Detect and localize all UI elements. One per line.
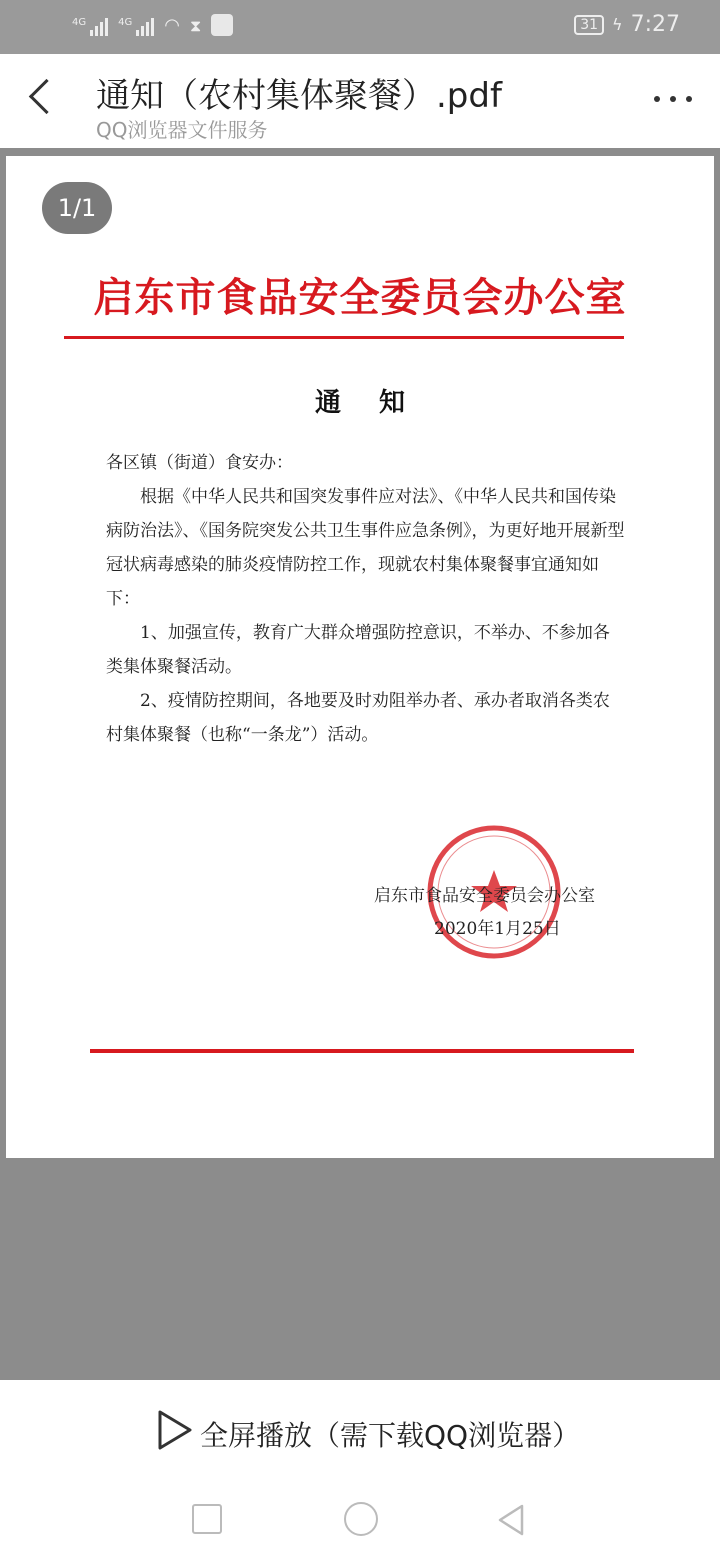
battery-icon: 31: [574, 15, 604, 35]
salutation: 各区镇（街道）食安办：: [106, 453, 293, 473]
footer-divider: [90, 1049, 634, 1053]
document-body: [106, 446, 626, 752]
signal-icon-2: [118, 18, 154, 36]
network-type: 4G: [72, 17, 87, 28]
network-type-2: 4G: [118, 17, 133, 28]
app-notification-icon: [211, 14, 233, 36]
pdf-viewer[interactable]: [0, 148, 720, 1380]
play-icon[interactable]: [154, 1408, 194, 1452]
fullscreen-play-button[interactable]: 全屏播放（需下载QQ浏览器）: [200, 1419, 581, 1452]
pdf-page: [6, 156, 714, 1158]
signature-date: 2020年1月25日: [434, 919, 561, 939]
app-header: [0, 54, 720, 148]
file-service-label: QQ浏览器文件服务: [96, 118, 268, 142]
bottom-bar: [0, 1380, 720, 1560]
clock: 7:27: [630, 12, 680, 37]
document-org-header: 启东市食品安全委员会办公室: [93, 274, 627, 321]
wifi-icon: ◠: [164, 15, 180, 36]
paragraph-intro: 根据《中华人民共和国突发事件应对法》、《中华人民共和国传染病防治法》、《国务院突发公共卫生事件应急条例》，为更好地开展新型冠状病毒感染的肺炎疫情防控工作，现就农村集体聚餐事宜通知如下：: [106, 487, 625, 609]
signature-org: 启东市食品安全委员会办公室: [374, 886, 595, 906]
more-options-icon[interactable]: [654, 96, 692, 102]
charging-icon: ϟ: [612, 15, 623, 34]
hourglass-icon: ⧗: [189, 16, 202, 35]
file-title: 通知（农村集体聚餐）.pdf: [96, 76, 502, 116]
back-nav-icon[interactable]: [492, 1500, 532, 1540]
home-icon[interactable]: [344, 1502, 378, 1536]
back-arrow-icon[interactable]: [29, 79, 64, 114]
status-bar: [0, 0, 720, 54]
header-divider: [64, 336, 624, 339]
notice-item-2: 2、疫情防控期间，各地要及时劝阻举办者、承办者取消各类农村集体聚餐（也称“一条龙”）活动。: [106, 691, 610, 745]
document-title: 通知: [314, 388, 443, 418]
notice-item-1: 1、加强宣传，教育广大群众增强防控意识，不举办、不参加各类集体聚餐活动。: [106, 623, 610, 677]
signal-icon: [72, 18, 108, 36]
page-indicator: 1/1: [42, 182, 112, 234]
recent-apps-icon[interactable]: [192, 1504, 222, 1534]
system-nav-bar: [0, 1484, 720, 1554]
